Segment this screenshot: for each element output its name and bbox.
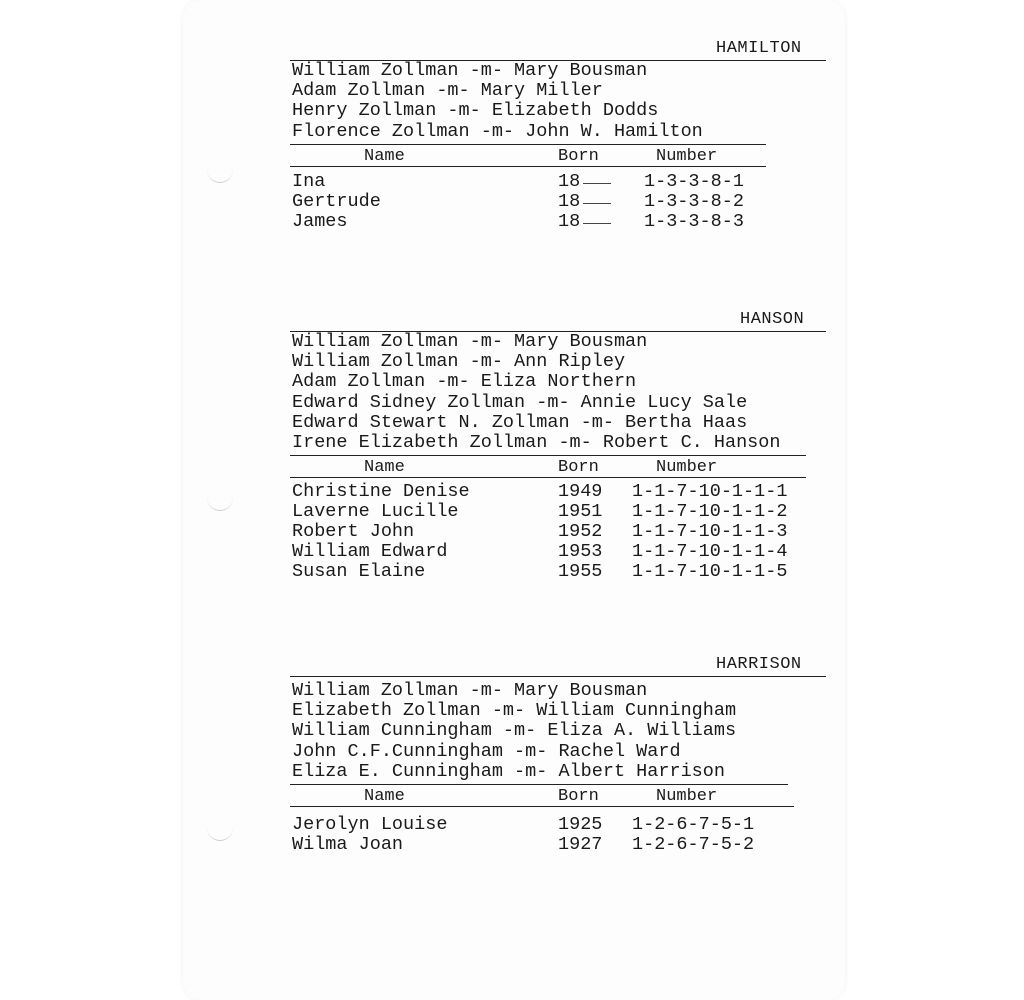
lineage-line: William Zollman -m- Ann Ripley (292, 351, 626, 373)
child-number: 1-2-6-7-5-2 (632, 834, 755, 855)
table-row (290, 541, 830, 561)
table-row (290, 834, 830, 854)
child-name: Wilma Joan (292, 834, 404, 855)
lineage-line: John C.F.Cunningham -m- Rachel Ward (292, 740, 681, 762)
child-name: James (292, 211, 348, 232)
child-born: 1927 (558, 834, 603, 855)
child-name: Robert John (292, 521, 415, 542)
child-born: 1952 (558, 521, 603, 542)
lineage-line: Eliza E. Cunningham -m- Albert Harrison (292, 760, 725, 782)
header-rule (290, 477, 806, 478)
column-header-name: Name (364, 147, 405, 166)
children-table (290, 171, 830, 231)
child-name: Christine Denise (292, 481, 470, 502)
column-header-number: Number (656, 458, 718, 477)
child-born: 1949 (558, 481, 603, 502)
child-name: William Edward (292, 541, 448, 562)
lineage-line: William Zollman -m- Mary Bousman (292, 331, 648, 352)
child-name: Laverne Lucille (292, 501, 459, 522)
child-number: 1-2-6-7-5-1 (632, 814, 755, 835)
lineage-line: Elizabeth Zollman -m- William Cunningham (292, 700, 737, 722)
header-rule (290, 806, 794, 807)
child-born: 18 (558, 191, 611, 212)
table-row (290, 814, 830, 834)
lineage-rule (290, 784, 788, 785)
lineage-line: Adam Zollman -m- Eliza Northern (292, 371, 637, 393)
child-name: Gertrude (292, 191, 381, 212)
lineage-list (292, 61, 703, 142)
child-number: 1-3-3-8-1 (644, 171, 744, 192)
lineage-line: Florence Zollman -m- John W. Hamilton (292, 120, 703, 142)
lineage-line: William Zollman -m- Mary Bousman (292, 60, 648, 81)
column-header-born: Born (558, 787, 599, 806)
column-header-number: Number (656, 147, 718, 166)
lineage-line: William Cunningham -m- Eliza A. Williams (292, 720, 737, 742)
table-row (290, 481, 830, 501)
child-number: 1-3-3-8-2 (644, 191, 744, 212)
child-number: 1-1-7-10-1-1-2 (632, 501, 788, 522)
column-header-name: Name (364, 787, 405, 806)
lineage-list (292, 681, 736, 782)
table-row (290, 521, 830, 541)
child-number: 1-1-7-10-1-1-3 (632, 521, 788, 542)
child-born: 1955 (558, 561, 603, 582)
lineage-rule (290, 455, 806, 456)
lineage-line: Edward Stewart N. Zollman -m- Bertha Haas (292, 411, 748, 433)
surname-heading: HARRISON (716, 655, 802, 674)
children-table (290, 814, 830, 854)
child-born: 1953 (558, 541, 603, 562)
table-row (290, 191, 830, 211)
lineage-list (292, 332, 780, 453)
child-number: 1-1-7-10-1-1-4 (632, 541, 788, 562)
child-name: Ina (292, 171, 326, 192)
child-born: 1951 (558, 501, 603, 522)
child-born: 18 (558, 211, 611, 232)
table-row (290, 171, 830, 191)
header-rule (290, 166, 766, 167)
lineage-rule (290, 144, 766, 145)
column-header-born: Born (558, 458, 599, 477)
child-number: 1-1-7-10-1-1-5 (632, 561, 788, 582)
lineage-line: Henry Zollman -m- Elizabeth Dodds (292, 100, 659, 122)
child-name: Susan Elaine (292, 561, 426, 582)
surname-rule (290, 676, 826, 677)
table-row (290, 561, 830, 581)
child-born: 18 (558, 171, 611, 192)
column-header-born: Born (558, 147, 599, 166)
lineage-line: Adam Zollman -m- Mary Miller (292, 80, 603, 102)
column-header-number: Number (656, 787, 718, 806)
children-table (290, 481, 830, 581)
surname-heading: HAMILTON (716, 39, 802, 58)
lineage-line: Edward Sidney Zollman -m- Annie Lucy Sale (292, 391, 748, 413)
child-number: 1-1-7-10-1-1-1 (632, 481, 788, 502)
child-born: 1925 (558, 814, 603, 835)
surname-heading: HANSON (740, 310, 805, 329)
table-row (290, 501, 830, 521)
child-name: Jerolyn Louise (292, 814, 448, 835)
lineage-line: William Zollman -m- Mary Bousman (292, 680, 648, 701)
child-number: 1-3-3-8-3 (644, 211, 744, 232)
column-header-name: Name (364, 458, 405, 477)
table-row (290, 211, 830, 231)
lineage-line: Irene Elizabeth Zollman -m- Robert C. Hanson (292, 432, 781, 454)
